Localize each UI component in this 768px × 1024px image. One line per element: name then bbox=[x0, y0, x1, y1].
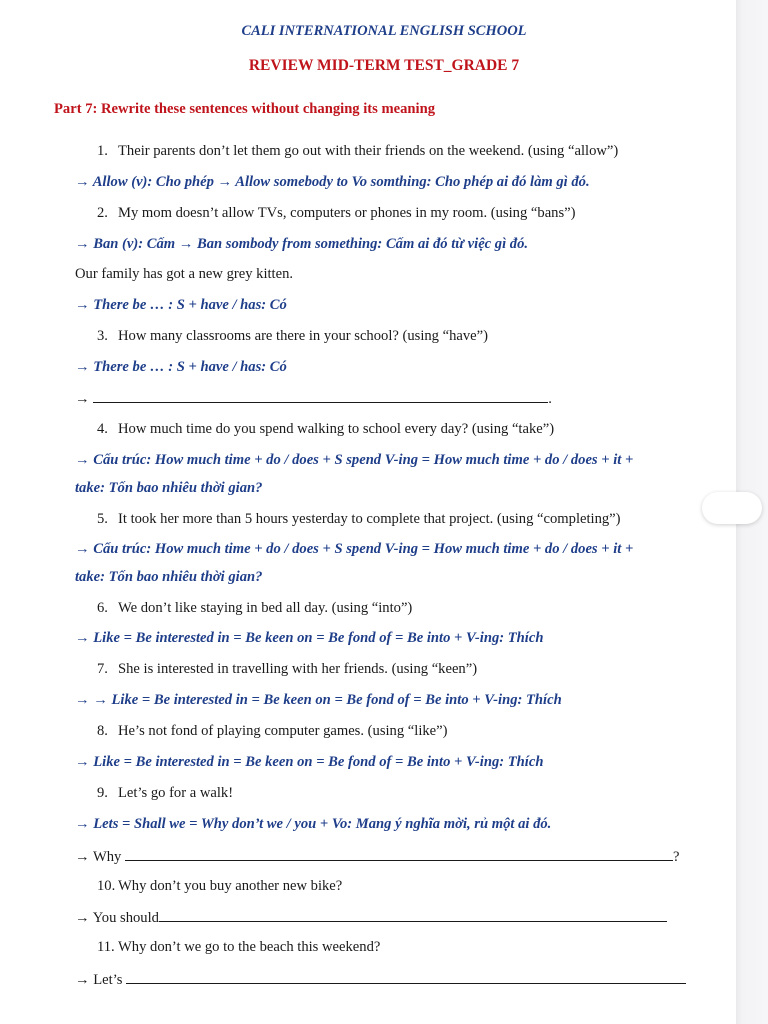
extra-sentence: Our family has got a new grey kitten. bbox=[75, 266, 294, 282]
hint-6: → Like = Be interested in = Be keen on = Be fond of = Be into + V-ing: Thích bbox=[75, 630, 544, 646]
answer-blank[interactable] bbox=[125, 846, 673, 861]
answer-end: ? bbox=[673, 849, 680, 865]
answer-blank[interactable] bbox=[93, 388, 548, 403]
hint-7: → → Like = Be interested in = Be keen on = Be fond of = Be into + V-ing: Thích bbox=[75, 692, 562, 708]
question-4 bbox=[97, 420, 554, 438]
question-11 bbox=[97, 938, 380, 956]
hint-2: → Ban (v): Cấm → Ban sombody from something: Cấm ai đó từ việc gì đó. bbox=[75, 236, 529, 252]
answer-blank[interactable] bbox=[126, 969, 686, 984]
question-2 bbox=[97, 204, 576, 222]
hint-5-line2: take: Tốn bao nhiêu thời gian? bbox=[75, 569, 263, 585]
scroll-handle[interactable] bbox=[702, 492, 762, 524]
question-number: 1. bbox=[97, 143, 108, 159]
question-number: 9. bbox=[97, 785, 108, 801]
answer-line-10[interactable] bbox=[75, 907, 667, 927]
hint-9: → Lets = Shall we = Why don’t we / you + Vo: Mang ý nghĩa mời, rủ một ai đó. bbox=[75, 816, 552, 832]
question-text: She is interested in travelling with her friends. (using “keen”) bbox=[118, 661, 478, 677]
question-5 bbox=[97, 510, 621, 528]
answer-line-11[interactable] bbox=[75, 969, 686, 989]
test-title: REVIEW MID-TERM TEST_GRADE 7 bbox=[248, 57, 520, 74]
question-text: It took her more than 5 hours yesterday to complete that project. (using “completing”) bbox=[118, 511, 621, 527]
answer-prefix: → Why bbox=[75, 849, 122, 865]
answer-prefix: → Let’s bbox=[75, 972, 123, 988]
question-text: Their parents don’t let them go out with their friends on the weekend. (using “allow”) bbox=[118, 143, 619, 159]
answer-prefix: → You should bbox=[75, 910, 159, 926]
hint-1: → Allow (v): Cho phép → Allow somebody to Vo somthing: Cho phép ai đó làm gì đó. bbox=[75, 174, 590, 190]
question-text: We don’t like staying in bed all day. (using “into”) bbox=[118, 600, 413, 616]
answer-blank[interactable] bbox=[159, 907, 667, 922]
question-number: 11. bbox=[97, 939, 115, 955]
question-text: How much time do you spend walking to school every day? (using “take”) bbox=[118, 421, 555, 437]
question-text: He’s not fond of playing computer games. (using “like”) bbox=[118, 723, 448, 739]
hint-4-line1: → Cấu trúc: How much time + do / does + S spend V-ing = How much time + do / does + it + bbox=[75, 452, 634, 468]
answer-line-3[interactable] bbox=[75, 388, 552, 408]
question-number: 8. bbox=[97, 723, 108, 739]
question-number: 10. bbox=[97, 878, 116, 894]
question-text: Why don’t we go to the beach this weekend? bbox=[118, 939, 381, 955]
question-text: How many classrooms are there in your school? (using “have”) bbox=[118, 328, 488, 344]
question-text: My mom doesn’t allow TVs, computers or phones in my room. (using “bans”) bbox=[118, 205, 576, 221]
school-name: CALI INTERNATIONAL ENGLISH SCHOOL bbox=[241, 23, 527, 39]
question-9 bbox=[97, 784, 233, 802]
question-3 bbox=[97, 327, 488, 345]
question-number: 5. bbox=[97, 511, 108, 527]
question-number: 4. bbox=[97, 421, 108, 437]
hint-3: → There be … : S + have / has: Có bbox=[75, 359, 287, 375]
question-6 bbox=[97, 599, 412, 617]
question-7 bbox=[97, 660, 477, 678]
hint-4-line2: take: Tốn bao nhiêu thời gian? bbox=[75, 480, 263, 496]
question-number: 7. bbox=[97, 661, 108, 677]
part-title: Part 7: Rewrite these sentences without changing its meaning bbox=[54, 101, 436, 117]
question-text: Why don’t you buy another new bike? bbox=[118, 878, 343, 894]
hint-8: → Like = Be interested in = Be keen on = Be fond of = Be into + V-ing: Thích bbox=[75, 754, 544, 770]
arrow: → bbox=[75, 391, 90, 407]
question-number: 6. bbox=[97, 600, 108, 616]
question-8 bbox=[97, 722, 448, 740]
question-1 bbox=[97, 142, 618, 160]
answer-end: . bbox=[548, 391, 552, 407]
hint-5-line1: → Cấu trúc: How much time + do / does + S spend V-ing = How much time + do / does + it + bbox=[75, 541, 634, 557]
question-number: 3. bbox=[97, 328, 108, 344]
answer-line-9[interactable] bbox=[75, 846, 680, 866]
question-10 bbox=[97, 877, 342, 895]
hint-extra: → There be … : S + have / has: Có bbox=[75, 297, 287, 313]
question-number: 2. bbox=[97, 205, 108, 221]
question-text: Let’s go for a walk! bbox=[118, 785, 234, 801]
